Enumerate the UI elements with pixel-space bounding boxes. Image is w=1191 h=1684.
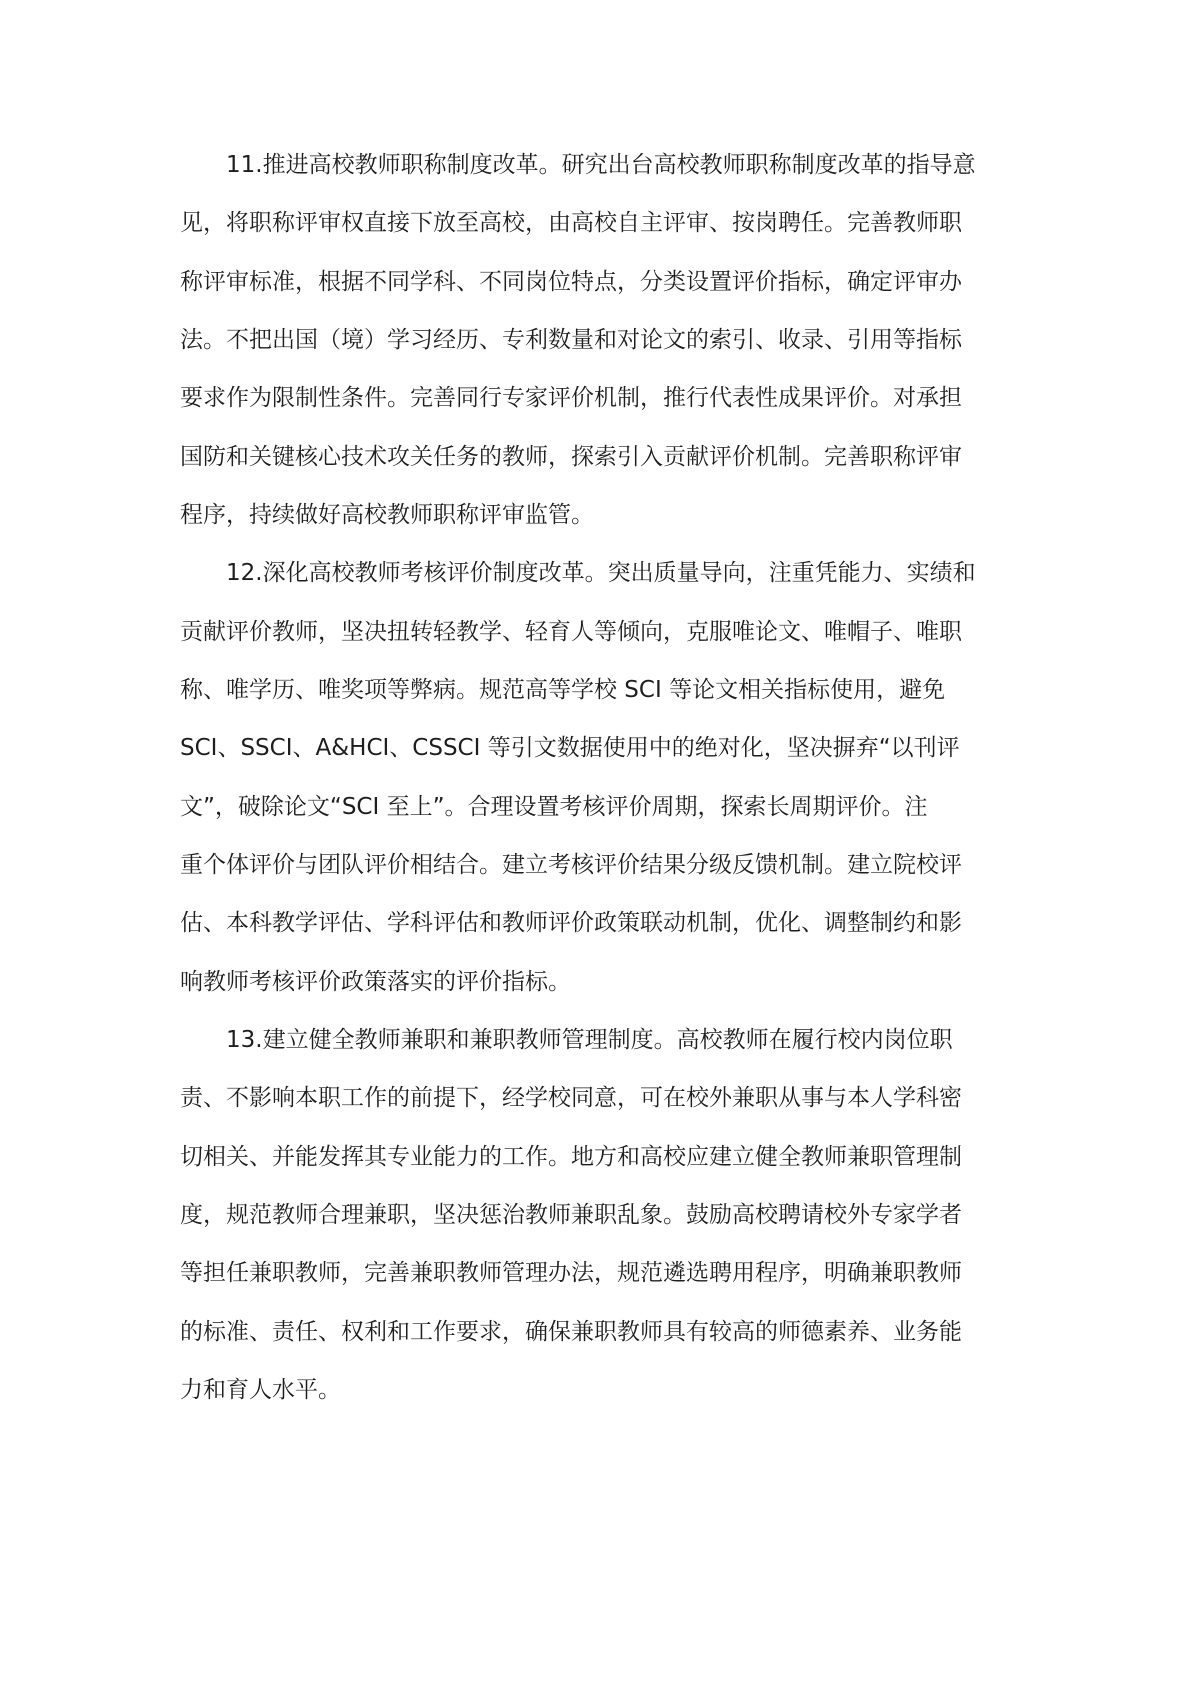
paragraph-line: 见，将职称评审权直接下放至高校，由高校自主评审、按岗聘任。完善教师职 xyxy=(180,210,962,236)
paragraph-line: 13.建立健全教师兼职和兼职教师管理制度。高校教师在履行校内岗位职 xyxy=(226,1027,953,1053)
paragraph-line: 责、不影响本职工作的前提下，经学校同意，可在校外兼职从事与本人学科密 xyxy=(180,1085,962,1111)
paragraph-line: 法。不把出国（境）学习经历、专利数量和对论文的索引、收录、引用等指标 xyxy=(180,327,962,353)
paragraph-line: 重个体评价与团队评价相结合。建立考核评价结果分级反馈机制。建立院校评 xyxy=(180,852,962,878)
paragraph-line: 度，规范教师合理兼职，坚决惩治教师兼职乱象。鼓励高校聘请校外专家学者 xyxy=(180,1202,962,1228)
paragraph-line: 文”，破除论文“SCI 至上”。合理设置考核评价周期，探索长周期评价。注 xyxy=(180,794,928,820)
paragraph-line: 称、唯学历、唯奖项等弊病。规范高等学校 SCI 等论文相关指标使用，避免 xyxy=(180,677,946,703)
paragraph-line: 11.推进高校教师职称制度改革。研究出台高校教师职称制度改革的指导意 xyxy=(226,152,976,178)
paragraph-line: 响教师考核评价政策落实的评价指标。 xyxy=(180,969,571,995)
paragraph-line: SCI、SSCI、A&HCI、CSSCI 等引文数据使用中的绝对化，坚决摒弃“以刊评 xyxy=(180,735,960,761)
paragraph-line: 等担任兼职教师，完善兼职教师管理办法，规范遴选聘用程序，明确兼职教师 xyxy=(180,1260,962,1286)
paragraph-line: 估、本科教学评估、学科评估和教师评价政策联动机制，优化、调整制约和影 xyxy=(180,910,962,936)
paragraph-line: 的标准、责任、权利和工作要求，确保兼职教师具有较高的师德素养、业务能 xyxy=(180,1319,962,1345)
paragraph-line: 国防和关键核心技术攻关任务的教师，探索引入贡献评价机制。完善职称评审 xyxy=(180,444,962,470)
paragraph-line: 力和育人水平。 xyxy=(180,1377,341,1403)
paragraph-line: 贡献评价教师，坚决扭转轻教学、轻育人等倾向，克服唯论文、唯帽子、唯职 xyxy=(180,619,962,645)
paragraph-line: 程序，持续做好高校教师职称评审监管。 xyxy=(180,502,594,528)
paragraph-line: 12.深化高校教师考核评价制度改革。突出质量导向，注重凭能力、实绩和 xyxy=(226,560,976,586)
paragraph-line: 称评审标准，根据不同学科、不同岗位特点，分类设置评价指标，确定评审办 xyxy=(180,269,962,295)
paragraph-line: 要求作为限制性条件。完善同行专家评价机制，推行代表性成果评价。对承担 xyxy=(180,385,962,411)
paragraph-line: 切相关、并能发挥其专业能力的工作。地方和高校应建立健全教师兼职管理制 xyxy=(180,1144,962,1170)
